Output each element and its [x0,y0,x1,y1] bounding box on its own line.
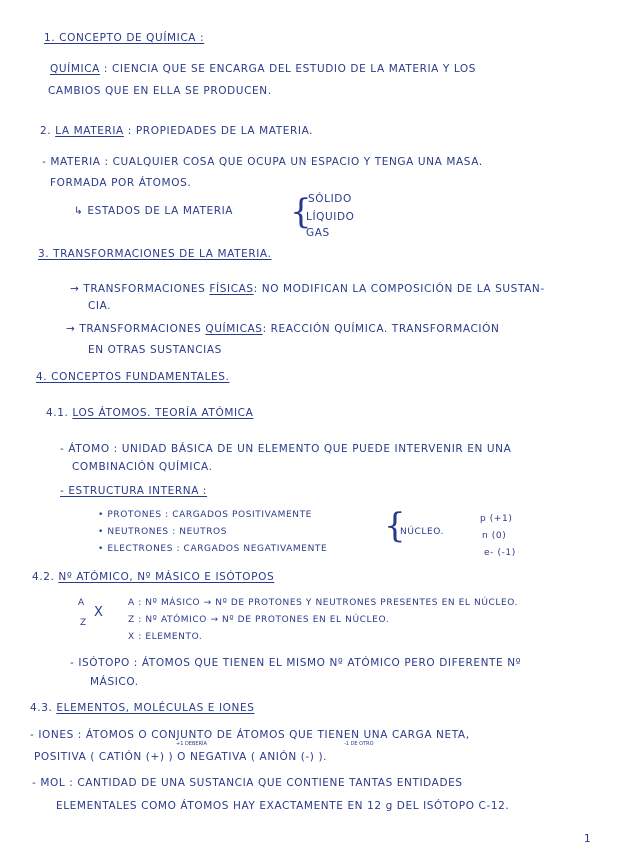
quimicas-term: QUÍMICAS [205,323,263,335]
estados-label: ↳ ESTADOS DE LA MATERIA [74,205,234,217]
materia-definition-line-2: FORMADA POR ÁTOMOS. [50,177,192,189]
section-2-heading: 2. LA MATERIA : PROPIEDADES DE LA MATERIA. [40,125,314,137]
state-gas: GAS [306,227,330,239]
notation-z: Z [80,618,87,628]
section-1-heading: 1. CONCEPTO DE QUÍMICA : [44,32,205,44]
fisicas-line-1: → TRANSFORMACIONES FÍSICAS: NO MODIFICAN LA COMPOSICIÓN DE LA SUSTAN- [70,283,545,295]
mol-definition-line-1: - MOL : CANTIDAD DE UNA SUSTANCIA QUE CONTIENE TANTAS ENTIDADES [32,777,463,789]
notation-x: X [94,605,104,620]
nucleo-label: NÚCLEO. [400,527,445,537]
annotation-cation: +1 DEBERÍA [176,741,207,747]
fisicas-line-2: CIA. [88,300,112,312]
atomo-definition-line-2: COMBINACIÓN QUÍMICA. [72,461,213,473]
state-solido: SÓLIDO [308,193,352,205]
fisicas-term: FÍSICAS [209,283,254,295]
nota-a: A : Nº MÁSICO → Nº DE PROTONES Y NEUTRONES PRESENTES EN EL NÚCLEO. [128,598,519,608]
notation-a: A [78,598,85,608]
nota-z: Z : Nº ATÓMICO → Nº DE PROTONES EN EL NÚCLEO. [128,615,390,625]
state-liquido: LÍQUIDO [306,211,355,223]
iones-definition-line-2: POSITIVA ( CATIÓN (+) ) O NEGATIVA ( ANIÓN (-) ). [34,751,328,763]
isotopo-definition-line-1: - ISÓTOPO : ÁTOMOS QUE TIENEN EL MISMO Nº ATÓMICO PERO DIFERENTE Nº [70,657,522,669]
nota-x: X : ELEMENTO. [128,632,203,642]
section-4-3-title: ELEMENTOS, MOLÉCULAS E IONES [56,702,255,714]
quimica-term: QUÍMICA [50,63,100,75]
isotopo-definition-line-2: MÁSICO. [90,676,139,688]
section-2-title: LA MATERIA [55,125,124,137]
estructura-interna-heading: - ESTRUCTURA INTERNA : [60,485,208,497]
particle-neutrones: • NEUTRONES : NEUTROS [98,527,228,537]
symbol-proton: p (+1) [480,514,513,524]
quimicas-line-1: → TRANSFORMACIONES QUÍMICAS: REACCIÓN QUÍMICA. TRANSFORMACIÓN [66,323,500,335]
quimica-definition-text: : CIENCIA QUE SE ENCARGA DEL ESTUDIO DE LA MATERIA Y LOS [103,63,477,75]
symbol-neutron: n (0) [482,531,507,541]
quimica-definition-line-1 [50,62,476,76]
mol-definition-line-2: ELEMENTALES COMO ÁTOMOS HAY EXACTAMENTE EN 12 g DEL ISÓTOPO C-12. [56,800,510,812]
quimicas-line-2: EN OTRAS SUSTANCIAS [88,344,222,356]
section-4-3-heading: 4.3. ELEMENTOS, MOLÉCULAS E IONES [30,702,255,714]
section-4-2-title: Nº ATÓMICO, Nº MÁSICO E ISÓTOPOS [58,571,275,583]
annotation-anion: -1 DE OTRO [344,741,374,747]
atomo-definition-line-1: - ÁTOMO : UNIDAD BÁSICA DE UN ELEMENTO QUE PUEDE INTERVENIR EN UNA [60,443,512,455]
section-4-2-heading: 4.2. Nº ATÓMICO, Nº MÁSICO E ISÓTOPOS [32,571,275,583]
materia-definition-line-1: - MATERIA : CUALQUIER COSA QUE OCUPA UN ESPACIO Y TENGA UNA MASA. [42,156,483,168]
states-brace: { [290,192,312,232]
particle-protones: • PROTONES : CARGADOS POSITIVAMENTE [98,510,312,520]
page-number: 1 [584,833,592,845]
section-4-1-title: LOS ÁTOMOS. TEORÍA ATÓMICA [72,407,254,419]
particle-electrones: • ELECTRONES : CARGADOS NEGATIVAMENTE [98,544,328,554]
section-4-1-heading: 4.1. LOS ÁTOMOS. TEORÍA ATÓMICA [46,407,254,419]
section-4-heading: 4. CONCEPTOS FUNDAMENTALES. [36,371,230,383]
iones-definition-line-1: - IONES : ÁTOMOS O CONJUNTO DE ÁTOMOS QUE TIENEN UNA CARGA NETA, [30,729,470,741]
symbol-electron: e- (-1) [484,548,516,558]
particles-brace: { [384,506,406,546]
quimica-definition-line-2: CAMBIOS QUE EN ELLA SE PRODUCEN. [48,85,272,97]
section-3-heading: 3. TRANSFORMACIONES DE LA MATERIA. [38,248,272,260]
